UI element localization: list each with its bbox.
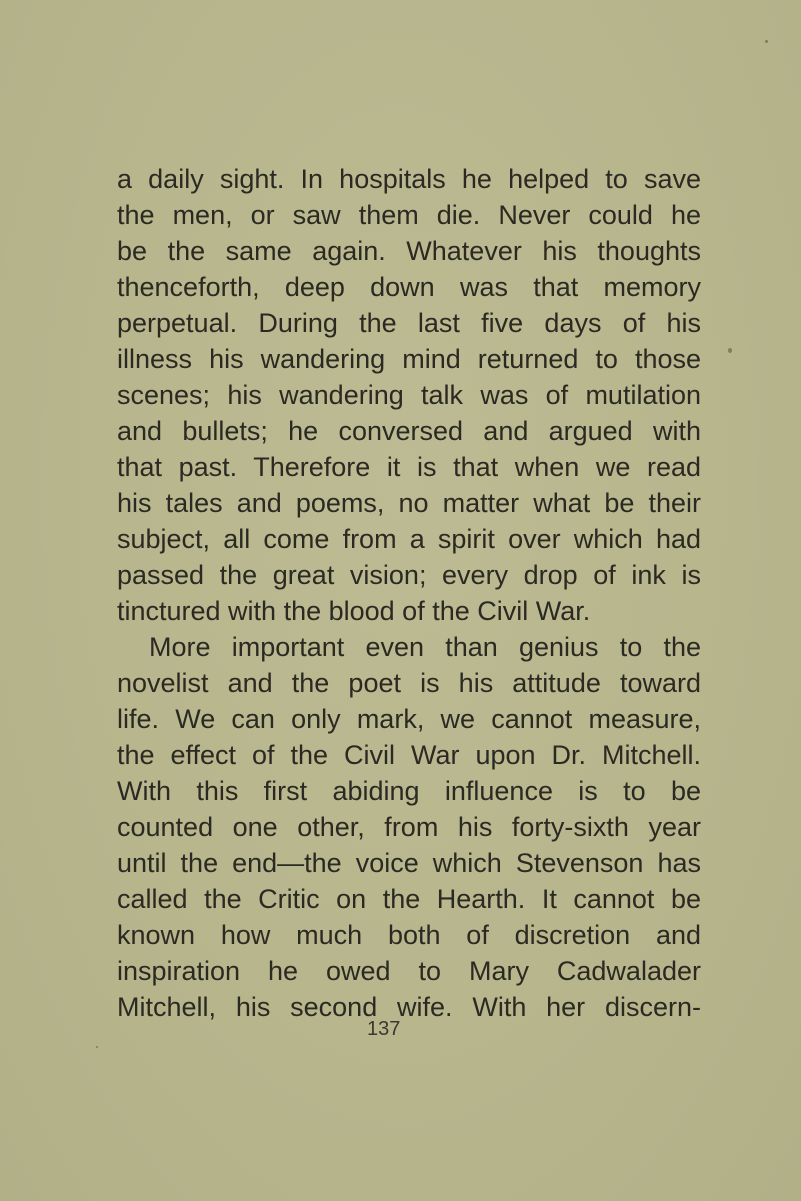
text-line-23: inspiration he owed to Mary Cadwalader <box>117 956 701 986</box>
text-line-17: the effect of the Civil War upon Dr. Mitchell. <box>117 740 701 770</box>
text-line-10: his tales and poems, no matter what be their <box>117 488 701 518</box>
paragraph-start-line: More important even than genius to the <box>149 632 701 662</box>
text-line-1: a daily sight. In hospitals he helped to save <box>117 164 701 194</box>
text-line-3: be the same again. Whatever his thoughts <box>117 236 701 266</box>
paper-speck <box>728 348 732 353</box>
text-line-13: tinctured with the blood of the Civil War. <box>117 596 591 626</box>
page-number: 137 <box>367 1018 401 1040</box>
text-line-12: passed the great vision; every drop of ink is <box>117 560 701 590</box>
text-line-8: and bullets; he conversed and argued with <box>117 416 701 446</box>
text-line-20: until the end—the voice which Stevenson has <box>117 848 701 878</box>
text-line-4: thenceforth, deep down was that memory <box>117 272 701 302</box>
text-line-11: subject, all come from a spirit over which had <box>117 524 701 554</box>
text-line-2: the men, or saw them die. Never could he <box>117 200 701 230</box>
text-line-15: novelist and the poet is his attitude toward <box>117 668 701 698</box>
text-line-19: counted one other, from his forty-sixth year <box>117 812 701 842</box>
text-line-24: Mitchell, his second wife. With her discern- <box>117 992 701 1022</box>
text-line-9: that past. Therefore it is that when we read <box>117 452 701 482</box>
text-line-16: life. We can only mark, we cannot measure, <box>117 704 701 734</box>
text-line-22: known how much both of discretion and <box>117 920 701 950</box>
text-line-21: called the Critic on the Hearth. It cannot be <box>117 884 701 914</box>
text-line-18: With this first abiding influence is to be <box>117 776 701 806</box>
text-line-7: scenes; his wandering talk was of mutilation <box>117 380 701 410</box>
text-line-5: perpetual. During the last five days of his <box>117 308 701 338</box>
paper-speck <box>96 1046 98 1048</box>
text-line-6: illness his wandering mind returned to those <box>117 344 701 374</box>
paper-speck <box>765 40 768 43</box>
